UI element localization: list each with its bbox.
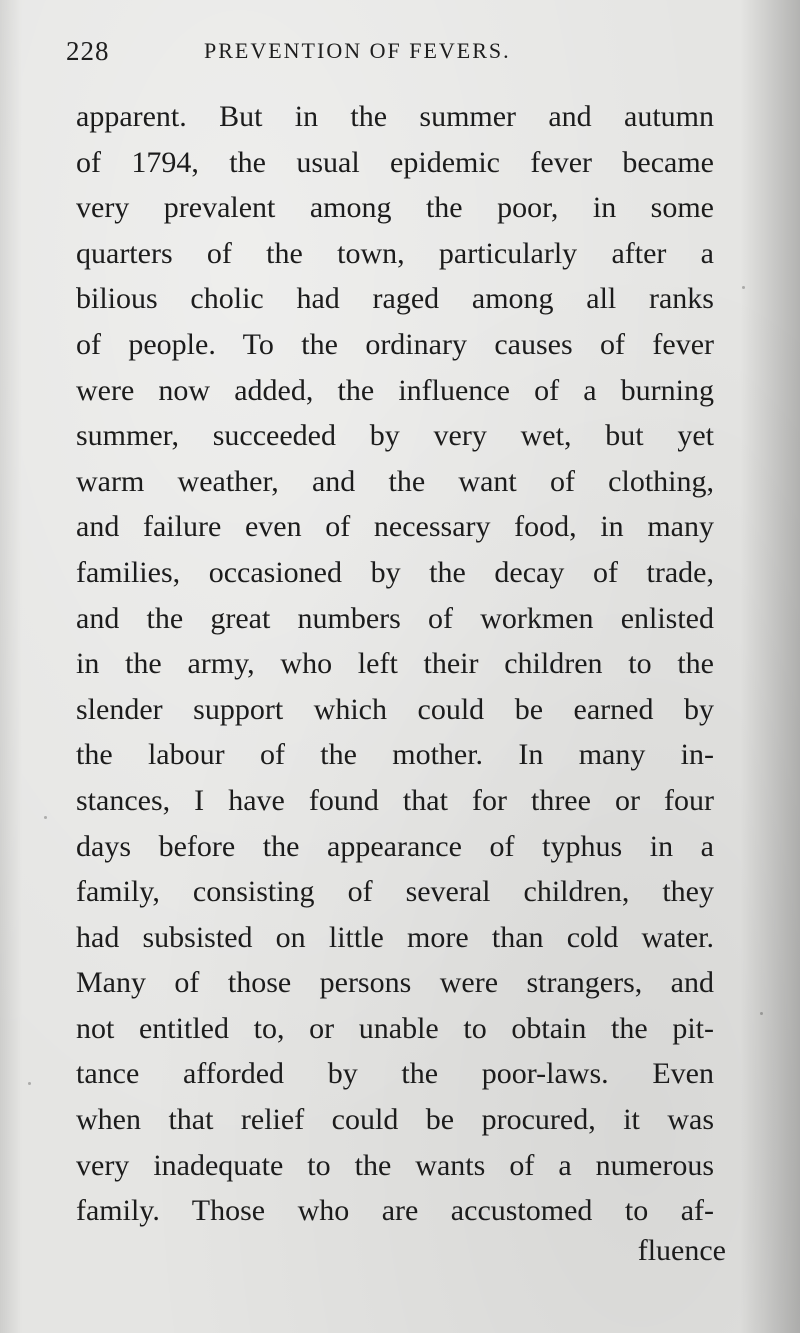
text-line: in the army, who left their children to the	[76, 647, 714, 681]
text-line: apparent. But in the summer and autumn	[76, 100, 714, 133]
text-line: were now added, the influence of a burning	[76, 373, 714, 407]
text-line: bilious cholic had raged among all ranks	[76, 282, 714, 316]
text-line: quarters of the town, particularly after a	[76, 236, 714, 270]
text-line: very inadequate to the wants of a numerous	[76, 1148, 714, 1182]
text-line: the labour of the mother. In many in-	[76, 738, 714, 772]
text-line: Many of those persons were strangers, and	[76, 966, 714, 1000]
text-line: and failure even of necessary food, in many	[76, 510, 714, 544]
text-line: and the great numbers of workmen enlisted	[76, 601, 714, 635]
text-line: warm weather, and the want of clothing,	[76, 464, 714, 498]
text-line: very prevalent among the poor, in some	[76, 191, 714, 225]
text-line: stances, I have found that for three or four	[76, 783, 714, 817]
catchword: fluence	[637, 1234, 726, 1267]
page-header	[66, 36, 586, 70]
paper-speck	[44, 816, 47, 819]
body-text	[76, 94, 714, 1234]
text-line: summer, succeeded by very wet, but yet	[76, 419, 714, 453]
paper-speck	[28, 1082, 31, 1085]
text-line: of 1794, the usual epidemic fever became	[76, 145, 714, 179]
paper-speck	[760, 1012, 763, 1015]
text-line: days before the appearance of typhus in a	[76, 829, 714, 863]
text-line: not entitled to, or unable to obtain the pit-	[76, 1011, 714, 1045]
text-line: family. Those who are accustomed to af-	[76, 1194, 714, 1228]
paper-speck	[742, 286, 745, 289]
text-line: tance afforded by the poor-laws. Even	[76, 1057, 714, 1091]
text-line: of people. To the ordinary causes of fever	[76, 327, 714, 361]
text-line: when that relief could be procured, it was	[76, 1103, 714, 1137]
running-head: PREVENTION OF FEVERS.	[204, 38, 511, 63]
text-line: family, consisting of several children, they	[76, 875, 714, 909]
text-line: slender support which could be earned by	[76, 692, 714, 726]
page-number: 228	[66, 36, 110, 66]
text-line: had subsisted on little more than cold water.	[76, 920, 714, 954]
text-line: families, occasioned by the decay of trade,	[76, 555, 714, 589]
